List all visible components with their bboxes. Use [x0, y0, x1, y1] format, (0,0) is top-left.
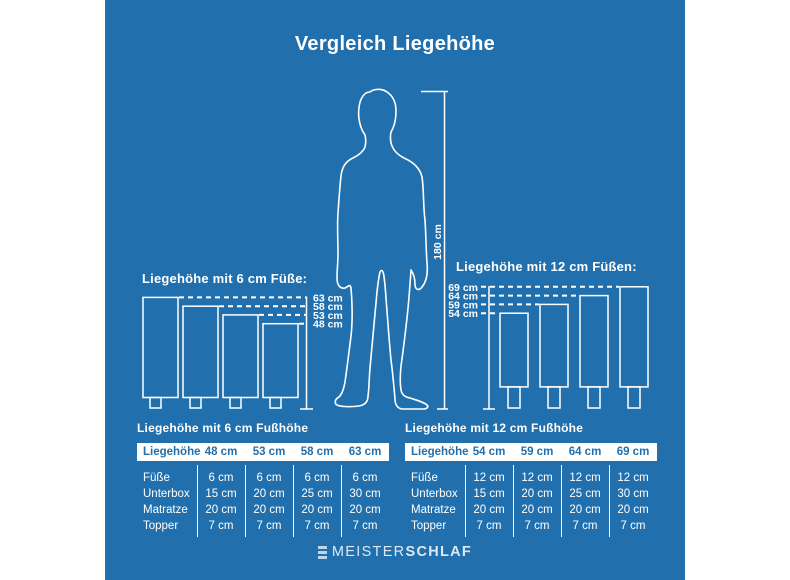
brand-name	[332, 544, 472, 560]
brand-name-light: MEISTER	[331, 544, 406, 560]
column-divider	[561, 465, 562, 537]
table-row	[405, 470, 657, 486]
cell: 20 cm	[253, 504, 285, 516]
label-69cm: 69 cm	[448, 281, 478, 294]
cell: 25 cm	[301, 488, 333, 500]
row-label: Topper	[411, 520, 447, 532]
table-12cm-body	[405, 470, 657, 534]
cell: 20 cm	[473, 504, 505, 516]
cell: 15 cm	[205, 488, 237, 500]
cell: 7 cm	[208, 520, 234, 532]
column-divider	[245, 465, 246, 537]
row-label: Füße	[411, 472, 438, 484]
right-group-title: Liegehöhe mit 12 cm Füßen:	[456, 259, 637, 274]
row-label: Unterbox	[143, 488, 190, 500]
brand-logo	[0, 544, 790, 560]
label-54cm: 54 cm	[448, 308, 478, 321]
cell: 7 cm	[620, 520, 646, 532]
table-12cm-title: Liegehöhe mit 12 cm Fußhöhe	[405, 421, 584, 435]
table-row	[405, 502, 657, 518]
cell: 6 cm	[208, 472, 234, 484]
header-cell: 64 cm	[568, 446, 602, 458]
header-cell: 54 cm	[472, 446, 506, 458]
row-label: Füße	[143, 472, 170, 484]
row-label: Topper	[143, 520, 179, 532]
header-cell: 53 cm	[252, 446, 286, 458]
column-divider	[465, 465, 466, 537]
cell: 12 cm	[521, 472, 553, 484]
cell: 20 cm	[617, 504, 649, 516]
table-row	[137, 502, 389, 518]
left-group-title: Liegehöhe mit 6 cm Füße:	[142, 271, 308, 286]
header-cell: 58 cm	[300, 446, 334, 458]
column-divider	[341, 465, 342, 537]
column-divider	[609, 465, 610, 537]
cell: 20 cm	[521, 504, 553, 516]
row-label: Matratze	[411, 504, 456, 516]
label-64cm: 64 cm	[448, 290, 478, 303]
table-12cm-feet	[405, 421, 657, 534]
row-label: Unterbox	[411, 488, 458, 500]
cell: 20 cm	[569, 504, 601, 516]
header-cell: 59 cm	[520, 446, 554, 458]
table-row	[137, 470, 389, 486]
label-59cm: 59 cm	[448, 299, 478, 312]
table-6cm-body	[137, 470, 389, 534]
table-12cm-header	[405, 443, 657, 461]
brand-name-bold: SCHLAF	[405, 544, 473, 560]
layers-icon	[318, 546, 327, 559]
cell: 12 cm	[617, 472, 649, 484]
header-cell: 48 cm	[204, 446, 238, 458]
table-row	[405, 486, 657, 502]
table-row	[137, 518, 389, 534]
cell: 7 cm	[524, 520, 550, 532]
cell: 30 cm	[617, 488, 649, 500]
table-6cm-feet	[137, 421, 389, 534]
cell: 12 cm	[473, 472, 505, 484]
cell: 20 cm	[205, 504, 237, 516]
table-6cm-header	[137, 443, 389, 461]
cell: 7 cm	[304, 520, 330, 532]
cell: 6 cm	[256, 472, 282, 484]
table-row	[137, 486, 389, 502]
cell: 7 cm	[256, 520, 282, 532]
table-6cm-title: Liegehöhe mit 6 cm Fußhöhe	[137, 421, 309, 435]
header-cell: 63 cm	[348, 446, 382, 458]
column-divider	[513, 465, 514, 537]
cell: 6 cm	[352, 472, 378, 484]
page-title: Vergleich Liegehöhe	[294, 33, 496, 55]
cell: 7 cm	[352, 520, 378, 532]
cell: 30 cm	[349, 488, 381, 500]
cell: 6 cm	[304, 472, 330, 484]
cell: 20 cm	[301, 504, 333, 516]
table-row	[405, 518, 657, 534]
cell: 7 cm	[476, 520, 502, 532]
cell: 12 cm	[569, 472, 601, 484]
header-cell: Liegehöhe	[411, 446, 469, 458]
cell: 20 cm	[349, 504, 381, 516]
header-cell: 69 cm	[616, 446, 650, 458]
label-53cm: 53 cm	[313, 309, 343, 322]
column-divider	[197, 465, 198, 537]
row-label: Matratze	[143, 504, 188, 516]
cell: 25 cm	[569, 488, 601, 500]
label-63cm: 63 cm	[313, 292, 343, 305]
cell: 20 cm	[521, 488, 553, 500]
person-height-label: 180 cm	[432, 224, 444, 260]
header-cell: Liegehöhe	[143, 446, 201, 458]
cell: 20 cm	[253, 488, 285, 500]
cell: 7 cm	[572, 520, 598, 532]
label-48cm: 48 cm	[313, 318, 343, 331]
cell: 15 cm	[473, 488, 505, 500]
label-58cm: 58 cm	[313, 301, 343, 314]
column-divider	[293, 465, 294, 537]
